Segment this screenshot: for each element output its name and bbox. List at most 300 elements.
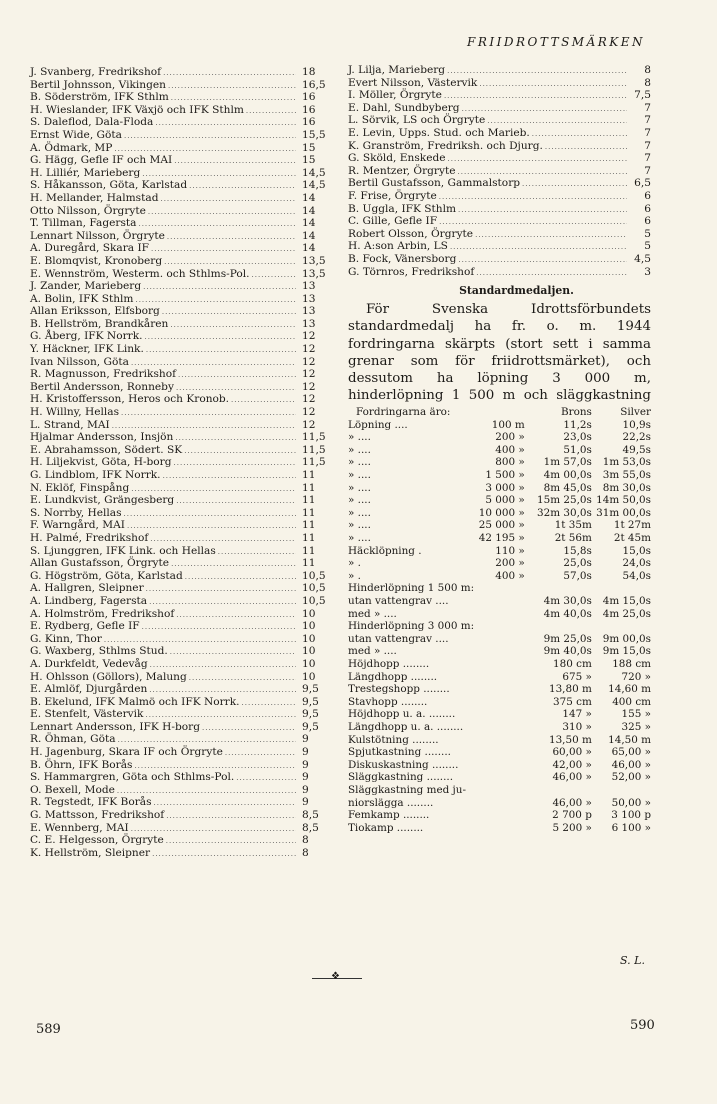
- requirement-event: Längdhopp u. a. ........: [348, 720, 464, 733]
- athlete-row: [30, 431, 328, 444]
- athlete-points: 14,5: [302, 166, 326, 179]
- requirement-distance: [474, 759, 533, 772]
- athlete-row: [348, 102, 651, 115]
- leader-dots: [143, 281, 296, 294]
- athlete-points: 9,5: [302, 708, 319, 721]
- athlete-name: Ivan Nilsson, Göta: [30, 355, 129, 368]
- requirement-silver: 10,9s: [622, 418, 651, 431]
- leader-dots: [458, 204, 627, 217]
- athlete-points: 16: [302, 103, 316, 116]
- leader-dots: [163, 67, 296, 80]
- requirement-row: [348, 784, 651, 797]
- athlete-row: [348, 266, 651, 279]
- athlete-row: [30, 620, 328, 633]
- athlete-points: 8: [644, 76, 651, 89]
- requirement-brons: 375 cm: [553, 695, 592, 708]
- athlete-row: [30, 66, 328, 79]
- requirement-row: [348, 696, 651, 709]
- athlete-points: 8: [302, 846, 309, 859]
- leader-dots: [236, 772, 296, 785]
- athlete-row: [30, 116, 328, 129]
- requirement-brons: 13,80 m: [548, 683, 592, 696]
- requirement-row: [348, 671, 651, 684]
- requirement-distance: 25 000 »: [478, 519, 525, 532]
- athlete-name: E. Blomqvist, Kronoberg: [30, 254, 163, 267]
- requirement-row: [348, 519, 651, 532]
- requirement-silver: 14m 50,0s: [596, 494, 651, 507]
- leader-dots: [184, 445, 296, 458]
- requirement-row: [348, 482, 651, 495]
- requirement-brons: 2t 56m: [554, 532, 592, 545]
- requirement-row: [348, 822, 651, 835]
- requirement-event: Släggkastning med ju-: [348, 783, 466, 796]
- leader-dots: [124, 508, 296, 521]
- athlete-row: [30, 608, 328, 621]
- athlete-row: [348, 190, 651, 203]
- athlete-row: [30, 469, 328, 482]
- athlete-name: H. Wieslander, IFK Växjö och IFK Sthlm: [30, 103, 244, 116]
- requirement-silver: 400 cm: [612, 695, 651, 708]
- athlete-points: 16: [302, 116, 316, 129]
- requirement-row: [348, 620, 651, 633]
- requirement-distance: [474, 721, 533, 734]
- athlete-name: E. Wennberg, MAI: [30, 821, 129, 834]
- requirement-silver: [592, 582, 651, 595]
- athlete-row: [348, 89, 651, 102]
- requirement-distance: 10 000 »: [478, 506, 525, 519]
- athlete-row: [30, 633, 328, 646]
- running-header: FRIIDROTTSMÄRKEN: [467, 35, 645, 49]
- requirement-distance: [474, 582, 533, 595]
- athlete-points: 10,5: [302, 569, 326, 582]
- athlete-points: 7: [644, 164, 651, 177]
- requirement-brons: 46,00 »: [552, 796, 592, 809]
- requirement-brons: 310 »: [562, 720, 592, 733]
- requirement-distance: [474, 797, 533, 810]
- requirement-row: [348, 469, 651, 482]
- athlete-points: 7,5: [634, 89, 651, 102]
- athlete-row: [348, 240, 651, 253]
- requirement-silver: 14,50 m: [608, 733, 651, 746]
- requirement-silver: 52,00 »: [611, 771, 651, 784]
- left-column-list: [30, 66, 328, 859]
- athlete-row: [30, 746, 328, 759]
- athlete-points: 15: [302, 154, 316, 167]
- leader-dots: [439, 191, 627, 204]
- athlete-name: Allan Gustafsson, Örgryte: [30, 557, 170, 570]
- athlete-name: Lennart Nilsson, Örgryte: [30, 229, 165, 242]
- requirement-brons: [533, 582, 592, 595]
- leader-dots: [231, 394, 296, 407]
- athlete-row: [30, 570, 328, 583]
- athlete-name: Robert Olsson, Örgryte: [348, 227, 474, 240]
- athlete-name: K. Granström, Fredriksh. och Djurg.: [348, 139, 543, 152]
- athlete-name: G. Högström, Göta, Karlstad: [30, 569, 183, 582]
- requirement-row: [348, 721, 651, 734]
- requirement-event: Höjdhopp ........: [348, 657, 430, 670]
- leader-dots: [202, 722, 296, 735]
- athlete-points: 12: [302, 330, 316, 343]
- athlete-name: R. Öhman, Göta: [30, 733, 116, 746]
- athlete-points: 9: [302, 733, 309, 746]
- athlete-points: 10: [302, 645, 316, 658]
- requirement-row: [348, 645, 651, 658]
- signature: S. L.: [620, 954, 645, 967]
- requirement-distance: [474, 771, 533, 784]
- requirement-brons: 57,0s: [563, 569, 592, 582]
- athlete-name: G. Waxberg, Sthlms Stud.: [30, 645, 168, 658]
- athlete-name: G. Lindblom, IFK Norrk.: [30, 469, 161, 481]
- requirement-distance: [474, 633, 533, 646]
- athlete-row: [30, 79, 328, 92]
- requirement-silver: 188 cm: [612, 657, 651, 670]
- requirement-brons: 8m 45,0s: [543, 481, 592, 494]
- athlete-name: S. Daleflod, Dala-Floda: [30, 116, 154, 129]
- requirement-row: [348, 419, 651, 432]
- athlete-points: 12: [302, 406, 316, 419]
- requirement-event: Släggkastning ........: [348, 771, 454, 784]
- athlete-row: [348, 215, 651, 228]
- athlete-name: Evert Nilsson, Västervik: [348, 76, 478, 89]
- athlete-row: [30, 771, 328, 784]
- athlete-name: E. Levin, Upps. Stud. och Marieb.: [348, 126, 530, 139]
- requirement-distance: [474, 746, 533, 759]
- athlete-name: R. Magnusson, Fredrikshof: [30, 368, 177, 381]
- athlete-name: S. Norrby, Hellas: [30, 506, 122, 519]
- requirement-distance: 200 »: [495, 557, 525, 570]
- athlete-name: G. Mattsson, Fredrikshof: [30, 809, 165, 822]
- requirement-event: » .: [348, 569, 361, 582]
- athlete-points: 16: [302, 91, 316, 104]
- athlete-points: 11,5: [302, 443, 326, 456]
- athlete-points: 8,5: [302, 809, 319, 822]
- right-column-list: [348, 64, 651, 278]
- requirement-event: Längdhopp ........: [348, 670, 438, 683]
- athlete-row: [30, 834, 328, 847]
- requirement-event: » ....: [348, 456, 371, 469]
- athlete-name: S. Ljunggren, IFK Link. och Hellas: [30, 544, 216, 557]
- leader-dots: [171, 558, 296, 571]
- leader-dots: [162, 306, 296, 319]
- athlete-points: 14: [302, 229, 316, 242]
- requirement-brons: [533, 620, 592, 633]
- requirement-row: [348, 633, 651, 646]
- requirement-brons: 4m 00,0s: [543, 469, 592, 482]
- requirement-brons: 46,00 »: [552, 771, 592, 784]
- leader-dots: [176, 495, 296, 508]
- athlete-name: B. Fock, Vänersborg: [348, 252, 457, 265]
- athlete-row: [30, 507, 328, 520]
- requirement-event: Trestegshopp ........: [348, 683, 450, 696]
- requirement-distance: 800 »: [495, 456, 525, 469]
- leader-dots: [545, 141, 627, 154]
- athlete-row: [30, 809, 328, 822]
- leader-dots: [121, 407, 296, 420]
- requirement-silver: 31m 00,0s: [596, 506, 651, 519]
- requirement-event: Spjutkastning ........: [348, 746, 451, 759]
- athlete-row: [30, 255, 328, 268]
- athlete-name: Lennart Andersson, IFK H-borg: [30, 720, 200, 733]
- requirement-brons: 9m 40,0s: [543, 645, 592, 658]
- leader-dots: [163, 470, 296, 483]
- athlete-row: [30, 305, 328, 318]
- requirement-silver: 14,60 m: [608, 683, 651, 696]
- athlete-points: 10: [302, 620, 316, 633]
- athlete-name: T. Tillman, Fagersta: [30, 217, 137, 230]
- athlete-row: [348, 152, 651, 165]
- athlete-points: 3: [644, 265, 651, 278]
- leader-dots: [174, 457, 296, 470]
- athlete-name: E. Rydberg, Gefle IF: [30, 620, 140, 633]
- athlete-row: [30, 343, 328, 356]
- athlete-name: I. Möller, Örgryte: [348, 89, 442, 102]
- requirement-silver: 50,00 »: [611, 796, 651, 809]
- leader-dots: [532, 128, 627, 141]
- requirement-distance: [474, 671, 533, 684]
- athlete-name: R. Mentzer, Örgryte: [348, 164, 456, 177]
- athlete-points: 10,5: [302, 582, 326, 595]
- athlete-name: L. Sörvik, LS och Örgryte: [348, 114, 486, 127]
- athlete-row: [30, 582, 328, 595]
- requirement-silver: 1m 53,0s: [602, 456, 651, 469]
- requirement-distance: [474, 784, 533, 797]
- requirement-event: » ....: [348, 469, 371, 482]
- athlete-name: F. Warngård, MAI: [30, 519, 125, 532]
- requirement-distance: [474, 696, 533, 709]
- requirement-silver: 65,00 »: [611, 746, 651, 759]
- athlete-points: 7: [644, 101, 651, 114]
- requirement-event: » ....: [348, 519, 371, 532]
- requirement-brons: 11,2s: [563, 418, 592, 431]
- requirement-brons: 180 cm: [553, 657, 592, 670]
- leader-dots: [458, 254, 627, 267]
- athlete-row: [30, 318, 328, 331]
- athlete-row: [30, 419, 328, 432]
- athlete-name: Bertil Johnsson, Vikingen: [30, 78, 166, 91]
- requirements-table: [348, 406, 651, 834]
- athlete-points: 13: [302, 292, 316, 305]
- athlete-points: 10,5: [302, 594, 326, 607]
- requirement-row: [348, 494, 651, 507]
- athlete-name: Bertil Andersson, Ronneby: [30, 380, 174, 393]
- athlete-points: 13: [302, 280, 316, 293]
- athlete-points: 14: [302, 191, 316, 204]
- requirement-silver: 155 »: [621, 708, 651, 721]
- athlete-row: [30, 482, 328, 495]
- athlete-points: 8: [302, 834, 309, 847]
- requirement-brons: 60,00 »: [552, 746, 592, 759]
- requirement-brons: 147 »: [562, 708, 592, 721]
- athlete-row: [30, 696, 328, 709]
- athlete-row: [30, 822, 328, 835]
- requirement-silver: 54,0s: [622, 569, 651, 582]
- leader-dots: [444, 90, 627, 103]
- athlete-points: 14: [302, 217, 316, 230]
- leader-dots: [174, 155, 296, 168]
- leader-dots: [160, 193, 296, 206]
- requirement-silver: 9m 00,0s: [602, 632, 651, 645]
- requirement-silver: 24,0s: [622, 557, 651, 570]
- athlete-row: [30, 293, 328, 306]
- athlete-points: 7: [644, 114, 651, 127]
- leader-dots: [176, 609, 296, 622]
- athlete-name: B. Uggla, IFK Sthlm: [348, 202, 457, 215]
- athlete-row: [30, 658, 328, 671]
- athlete-points: 6: [644, 189, 651, 202]
- athlete-points: 13: [302, 305, 316, 318]
- requirement-distance: [474, 595, 533, 608]
- athlete-name: A. Durkfeldt, Vedevåg: [30, 657, 148, 670]
- athlete-name: C. E. Helgesson, Örgryte: [30, 834, 164, 847]
- athlete-points: 13,5: [302, 267, 326, 280]
- athlete-name: H. Ohlsson (Göllors), Malung: [30, 670, 187, 683]
- requirement-silver: 46,00 »: [611, 758, 651, 771]
- leader-dots: [522, 178, 627, 191]
- leader-dots: [225, 747, 296, 760]
- athlete-name: Allan Eriksson, Elfsborg: [30, 305, 160, 318]
- requirement-brons: 42,00 »: [552, 758, 592, 771]
- athlete-points: 12: [302, 343, 316, 356]
- leader-dots: [170, 319, 296, 332]
- requirement-silver: 4m 25,0s: [602, 607, 651, 620]
- athlete-row: [30, 179, 328, 192]
- athlete-points: 4,5: [634, 252, 651, 265]
- requirement-silver: 325 »: [621, 720, 651, 733]
- requirement-silver: 3m 55,0s: [602, 469, 651, 482]
- athlete-row: [348, 64, 651, 77]
- athlete-row: [30, 733, 328, 746]
- leader-dots: [479, 78, 627, 91]
- athlete-points: 15,5: [302, 128, 326, 141]
- requirement-event: Stavhopp ........: [348, 695, 428, 708]
- requirement-brons: 4m 40,0s: [543, 607, 592, 620]
- athlete-points: 6,5: [634, 177, 651, 190]
- requirement-event: med » ....: [348, 607, 397, 620]
- requirements-intro: Fordringarna äro:: [356, 406, 451, 419]
- requirement-row: [348, 570, 651, 583]
- athlete-points: 13,5: [302, 254, 326, 267]
- leader-dots: [189, 672, 296, 685]
- requirement-event: » ....: [348, 481, 371, 494]
- athlete-name: E. Dahl, Sundbyberg: [348, 101, 460, 114]
- athlete-name: B. Hellström, Brandkåren: [30, 317, 169, 330]
- athlete-name: H. Palmé, Fredrikshof: [30, 531, 149, 544]
- leader-dots: [450, 241, 627, 254]
- athlete-row: [30, 381, 328, 394]
- athlete-name: H. Willny, Hellas: [30, 406, 120, 419]
- requirement-brons: [533, 784, 592, 797]
- leader-dots: [144, 331, 296, 344]
- requirement-distance: [474, 809, 533, 822]
- athlete-row: [30, 708, 328, 721]
- leader-dots: [218, 546, 296, 559]
- athlete-points: 9: [302, 783, 309, 796]
- athlete-row: [30, 519, 328, 532]
- requirement-silver: 49,5s: [622, 443, 651, 456]
- athlete-points: 11,5: [302, 456, 326, 469]
- requirement-distance: 5 000 »: [485, 494, 525, 507]
- requirement-row: [348, 746, 651, 759]
- requirement-brons: 13,50 m: [548, 733, 592, 746]
- requirement-silver: 15,0s: [622, 544, 651, 557]
- athlete-row: [30, 230, 328, 243]
- athlete-name: H. Lilliér, Marieberg: [30, 166, 141, 179]
- requirement-event: » ....: [348, 532, 371, 545]
- leader-dots: [185, 571, 296, 584]
- athlete-row: [30, 545, 328, 558]
- athlete-points: 12: [302, 418, 316, 431]
- athlete-points: 9,5: [302, 720, 319, 733]
- athlete-row: [30, 796, 328, 809]
- requirement-row: [348, 557, 651, 570]
- athlete-name: Hjalmar Andersson, Insjön: [30, 431, 174, 444]
- athlete-row: [30, 217, 328, 230]
- leader-dots: [252, 269, 296, 282]
- requirement-brons: 23,0s: [563, 431, 592, 444]
- athlete-points: 14,5: [302, 179, 326, 192]
- athlete-points: 5: [644, 240, 651, 253]
- leader-dots: [189, 180, 296, 193]
- athlete-name: S. Håkansson, Göta, Karlstad: [30, 179, 188, 192]
- requirement-row: [348, 545, 651, 558]
- requirement-brons: 2 700 p: [552, 809, 592, 822]
- athlete-row: [30, 129, 328, 142]
- requirement-distance: [474, 708, 533, 721]
- requirement-silver: [592, 784, 651, 797]
- athlete-name: G. Sköld, Enskede: [348, 152, 446, 165]
- requirement-brons: 51,0s: [563, 443, 592, 456]
- athlete-points: 14: [302, 242, 316, 255]
- leader-dots: [448, 153, 627, 166]
- athlete-row: [30, 91, 328, 104]
- athlete-row: [348, 203, 651, 216]
- leader-dots: [151, 243, 296, 256]
- page-number-left: 589: [36, 1022, 61, 1037]
- requirement-silver: 720 »: [621, 670, 651, 683]
- requirement-row: [348, 683, 651, 696]
- requirement-event: niorslägga ........: [348, 796, 434, 809]
- athlete-row: [30, 368, 328, 381]
- athlete-name: Ernst Wide, Göta: [30, 128, 122, 141]
- athlete-name: E. Lundkvist, Grängesberg: [30, 494, 175, 507]
- requirement-event: » .: [348, 557, 361, 570]
- athlete-name: J. Svanberg, Fredrikshof: [30, 66, 162, 78]
- athlete-row: [30, 784, 328, 797]
- leader-dots: [462, 103, 627, 116]
- athlete-row: [30, 167, 328, 180]
- standard-medal-heading: Standardmedaljen.: [459, 284, 574, 298]
- athlete-name: G. Kinn, Thor: [30, 632, 102, 645]
- requirement-event: Löpning ....: [348, 418, 408, 431]
- requirement-event: med » ....: [348, 645, 397, 658]
- requirement-silver: 2t 45m: [613, 532, 651, 545]
- athlete-points: 6: [644, 215, 651, 228]
- leader-dots: [166, 810, 296, 823]
- athlete-name: S. Hammargren, Göta och Sthlms-Pol.: [30, 771, 235, 784]
- requirement-row: [348, 658, 651, 671]
- standard-medal-paragraph: [348, 301, 651, 404]
- athlete-row: [30, 671, 328, 684]
- leader-dots: [154, 797, 296, 810]
- requirement-row: [348, 582, 651, 595]
- requirement-row: [348, 759, 651, 772]
- requirement-silver: 22,2s: [622, 431, 651, 444]
- requirement-row: [348, 734, 651, 747]
- athlete-name: N. Eklöf, Finspång: [30, 481, 130, 494]
- athlete-row: [30, 356, 328, 369]
- athlete-row: [30, 242, 328, 255]
- requirement-row: [348, 456, 651, 469]
